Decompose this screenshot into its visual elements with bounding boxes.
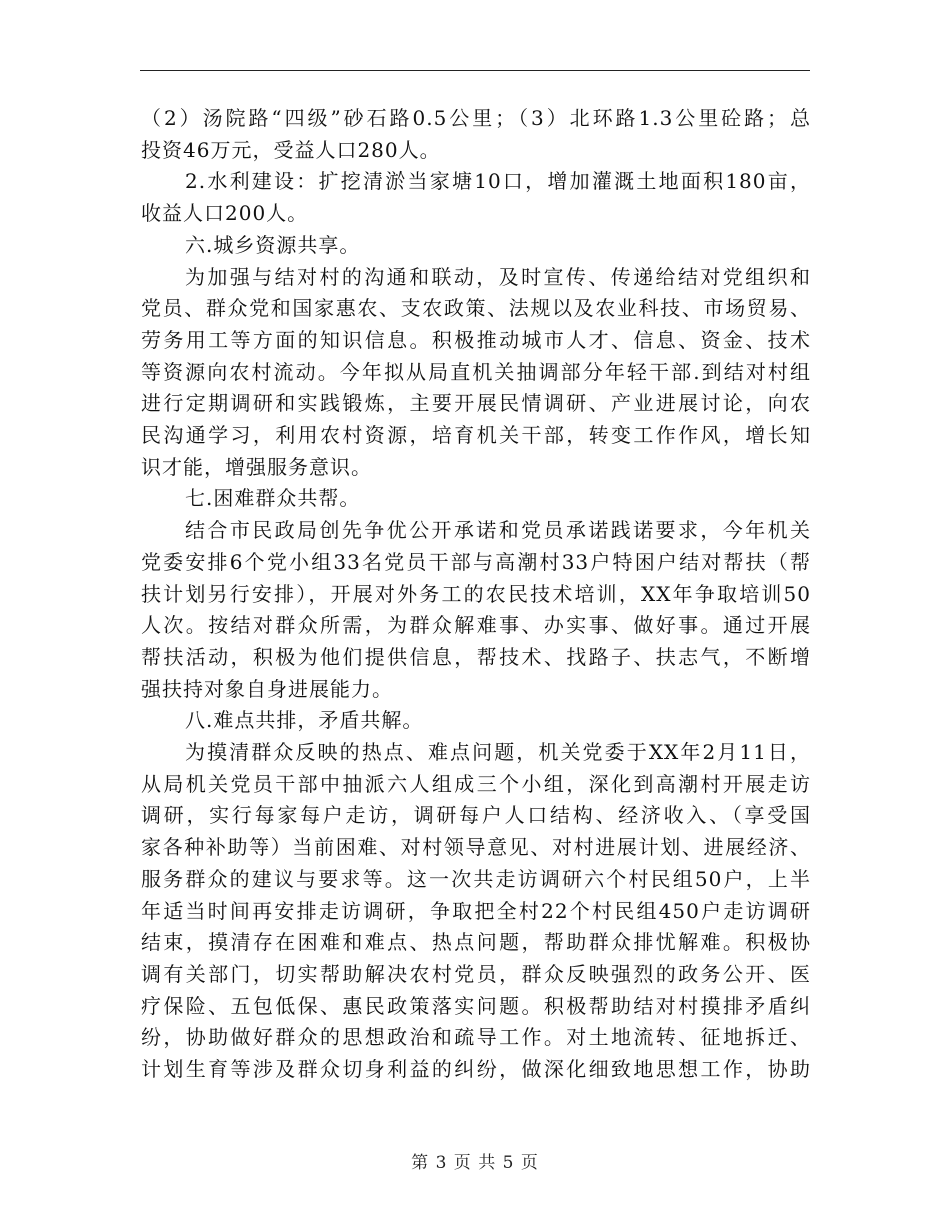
text-line: 民沟通学习，利用农村资源，培育机关干部，转变工作作风，增长知: [141, 423, 811, 448]
text-line: 劳务用工等方面的知识信息。积极推动城市人才、信息、资金、技术: [141, 327, 811, 352]
paragraph: [141, 737, 811, 1086]
paragraph: [141, 103, 811, 166]
text-line: 帮扶活动，积极为他们提供信息，帮技术、找路子、扶志气，不断增: [141, 644, 811, 669]
text-line: 疗保险、五包低保、惠民政策落实问题。积极帮助结对村摸排矛盾纠: [141, 993, 811, 1018]
text-line: 2.水利建设：扩挖清淤当家塘10口，增加灌溉土地面积180亩，: [185, 169, 811, 194]
text-line: 为加强与结对村的沟通和联动，及时宣传、传递给结对党组织和: [185, 264, 811, 289]
header-rule: [140, 70, 810, 71]
text-line: 年适当时间再安排走访调研，争取把全村22个村民组450户走访调研: [141, 898, 811, 923]
paragraph: [141, 483, 811, 515]
text-line: 党员、群众党和国家惠农、支农政策、法规以及农业科技、市场贸易、: [141, 296, 811, 321]
text-line: 服务群众的建议与要求等。这一次共走访调研六个村民组50户，上半: [141, 866, 811, 891]
text-line: 党委安排6个党小组33名党员干部与高潮村33户特困户结对帮扶（帮: [141, 549, 811, 574]
text-line: 调研，实行每家每户走访，调研每户人口结构、经济收入、（享受国: [141, 803, 811, 828]
paragraph: [141, 515, 811, 705]
text-line: 八.难点共排，矛盾共解。: [185, 708, 424, 733]
page-footer: 第 3 页 共 5 页: [411, 1153, 539, 1173]
text-line: 强扶持对象自身进展能力。: [141, 676, 393, 701]
text-line: 识才能，增强服务意识。: [141, 454, 372, 479]
text-line: 扶计划另行安排），开展对外务工的农民技术培训，XX年争取培训50: [141, 581, 811, 606]
text-line: （2）汤院路“四级”砂石路0.5公里；（3）北环路1.3公里砼路；总: [141, 106, 811, 130]
text-line: 为摸清群众反映的热点、难点问题，机关党委于XX年2月11日，: [185, 740, 811, 765]
document-body: [141, 103, 811, 1086]
text-line: 六.城乡资源共享。: [185, 232, 361, 257]
text-line: 家各种补助等）当前困难、对村领导意见、对村进展计划、进展经济、: [141, 835, 811, 860]
text-line: 从局机关党员干部中抽派六人组成三个小组，深化到高潮村开展走访: [141, 771, 811, 796]
paragraph: [141, 262, 811, 484]
text-line: 纷，协助做好群众的思想政治和疏导工作。对土地流转、征地拆迁、: [141, 1025, 811, 1050]
text-line: 调有关部门，切实帮助解决农村党员，群众反映强烈的政务公开、医: [141, 961, 811, 986]
text-line: 计划生育等涉及群众切身利益的纠纷，做深化细致地思想工作，协助: [141, 1057, 811, 1082]
text-line: 结束，摸清存在困难和难点、热点问题，帮助群众排忧解难。积极协: [141, 930, 811, 955]
text-line: 等资源向农村流动。今年拟从局直机关抽调部分年轻干部.到结对村组: [141, 359, 811, 384]
paragraph: [141, 230, 811, 262]
text-line: 七.困难群众共帮。: [185, 486, 361, 511]
text-line: 进行定期调研和实践锻炼，主要开展民情调研、产业进展讨论，向农: [141, 391, 811, 416]
text-line: 人次。按结对群众所需，为群众解难事、办实事、做好事。通过开展: [141, 613, 811, 638]
paragraph: [141, 705, 811, 737]
text-line: 收益人口200人。: [141, 201, 309, 226]
paragraph: [141, 166, 811, 229]
text-line: 投资46万元，受益人口280人。: [141, 137, 441, 162]
text-line: 结合市民政局创先争优公开承诺和党员承诺践诺要求，今年机关: [185, 518, 811, 543]
